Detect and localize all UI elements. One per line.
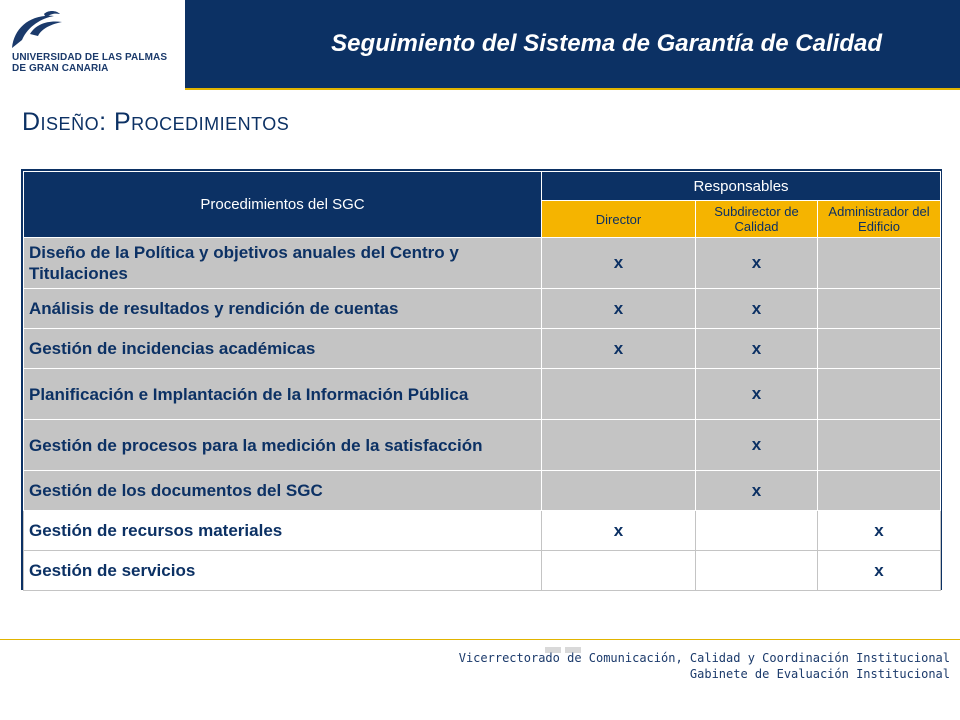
header-administrador: Administrador del Edificio (818, 201, 941, 238)
slide-title: Seguimiento del Sistema de Garantía de Calidad (331, 30, 882, 57)
logo-line-2: DE GRAN CANARIA (12, 63, 109, 74)
footer-line-2: Gabinete de Evaluación Institucional (689, 667, 950, 681)
mark-administrador (818, 238, 941, 289)
footer-tab-decoration (545, 640, 585, 646)
procedure-name: Gestión de servicios (24, 551, 542, 591)
procedure-name: Gestión de los documentos del SGC (24, 471, 542, 511)
header-responsables: Responsables (542, 172, 941, 201)
procedure-name: Gestión de incidencias académicas (24, 329, 542, 369)
table-row (24, 420, 941, 471)
mark-director (542, 551, 696, 591)
mark-subdirector: x (696, 238, 818, 289)
section-title: Diseño: Procedimientos (22, 108, 290, 136)
mark-administrador: x (818, 511, 941, 551)
mark-director: x (542, 329, 696, 369)
title-bar (185, 0, 960, 88)
mark-administrador: x (818, 551, 941, 591)
slide-header (0, 0, 960, 88)
ulpgc-emblem-icon (8, 10, 68, 50)
procedures-grid (23, 171, 941, 591)
mark-administrador (818, 471, 941, 511)
header-divider (185, 88, 960, 90)
mark-administrador (818, 289, 941, 329)
header-procedures: Procedimientos del SGC (24, 172, 542, 238)
footer-line-1: Vicerrectorado de Comunicación, Calidad y Coordinación Institucional (458, 651, 950, 665)
header-director: Director (542, 201, 696, 238)
table-header-row (24, 172, 941, 201)
table-row (24, 238, 941, 289)
logo-text (12, 52, 167, 74)
mark-subdirector (696, 551, 818, 591)
mark-subdirector: x (696, 369, 818, 420)
table-row (24, 329, 941, 369)
procedure-name: Planificación e Implantación de la Información Pública (24, 369, 542, 420)
mark-subdirector: x (696, 471, 818, 511)
mark-director: x (542, 511, 696, 551)
procedure-name: Gestión de procesos para la medición de la satisfacción (24, 420, 542, 471)
mark-administrador (818, 420, 941, 471)
procedure-name: Gestión de recursos materiales (24, 511, 542, 551)
mark-director: x (542, 238, 696, 289)
mark-director (542, 420, 696, 471)
header-subdirector: Subdirector de Calidad (696, 201, 818, 238)
table-row (24, 511, 941, 551)
procedure-name: Análisis de resultados y rendición de cuentas (24, 289, 542, 329)
footer-text (459, 650, 950, 682)
footer-divider (0, 639, 960, 640)
table-row (24, 369, 941, 420)
mark-director: x (542, 289, 696, 329)
table-row (24, 551, 941, 591)
mark-subdirector (696, 511, 818, 551)
table-row (24, 471, 941, 511)
mark-director (542, 369, 696, 420)
university-logo (0, 0, 185, 88)
procedures-table (21, 169, 942, 590)
mark-administrador (818, 329, 941, 369)
mark-subdirector: x (696, 289, 818, 329)
mark-subdirector: x (696, 420, 818, 471)
mark-subdirector: x (696, 329, 818, 369)
mark-administrador (818, 369, 941, 420)
logo-line-1: UNIVERSIDAD DE LAS PALMAS (12, 52, 168, 63)
procedure-name: Diseño de la Política y objetivos anuales del Centro y Titulaciones (24, 238, 542, 289)
table-row (24, 289, 941, 329)
mark-director (542, 471, 696, 511)
